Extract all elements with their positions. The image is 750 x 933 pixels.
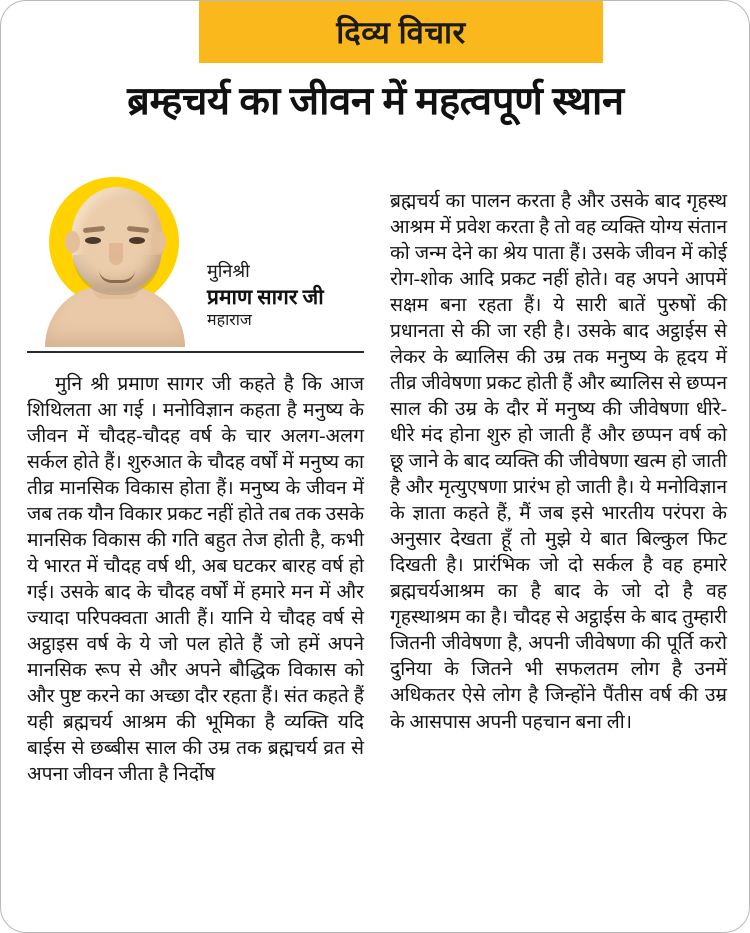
figure-eye-left: [85, 237, 101, 244]
article-columns: [27, 169, 727, 914]
column-divider-rule: [27, 351, 364, 353]
author-prefix: मुनिश्री: [207, 261, 250, 282]
article-body-left-text: मुनि श्री प्रमाण सागर जी कहते है कि आज शिथिलता आ गई । मनोविज्ञान कहता है मनुष्य के जीवन में चौदह-चौदह वर्ष के चार अलग-अलग सर्कल होते हैं। शुरुआत के चौदह वर्षों में मनुष्य का तीव्र मानसिक विकास होता हैं। मनुष्य के जीवन में जब तक यौन विकार प्रकट नहीं होते तब तक उसके मानसिक विकास की गति बहुत तेज होती है, कभी ये भारत में चौदह वर्ष थी, अब घटकर बारह वर्ष हो गई। उसके बाद के चौदह वर्षों में हमारे मन में और ज्यादा परिपक्वता आती हैं। यानि ये चौदह वर्ष से अट्ठाइस वर्ष के ये जो पल होते हैं जो हमें अपने मानसिक रूप से और अपने बौद्धिक विकास को और पुष्ट करने का अच्छा दौर रहता हैं। संत कहते हैं यही ब्रह्मचर्य आश्रम की भूमिका है व्यक्ति यदि बाईस से छब्बीस साल की उम्र तक ब्रह्मचर्य व्रत से अपना जीवन जीता है निर्दोष: [27, 374, 364, 786]
author-block: [27, 169, 364, 347]
figure-eye-right: [129, 237, 145, 244]
article-body-left: [27, 372, 364, 788]
figure-ear-right: [151, 231, 166, 253]
figure-ear-left: [65, 231, 80, 253]
headline: [1, 79, 749, 125]
masthead-band: [199, 1, 603, 63]
headline-text: ब्रम्हचर्य का जीवन में महत्वपूर्ण स्थान: [126, 80, 624, 123]
masthead-title: दिव्य विचार: [336, 14, 466, 50]
monk-figure-icon: [27, 169, 203, 347]
author-suffix: महाराज: [207, 312, 252, 329]
column-left: [27, 169, 364, 914]
author-caption: [203, 260, 324, 347]
article-body-right: ब्रह्मचर्य का पालन करता है और उसके बाद गृहस्थ आश्रम में प्रवेश करता है तो वह व्यक्ति योग्य संतान को जन्म देने का श्रेय पाता हैं। उसके जीवन में कोई रोग-शोक आदि प्रकट नहीं होते। वह अपने आपमें सक्षम बना रहता हैं। ये सारी बातें पुरुषों की प्रधानता से की जा रही है। उसके बाद अट्ठाईस से लेकर के ब्यालिस की उम्र तक मनुष्य के हृदय में तीव्र जीवेषणा प्रकट होती हैं और ब्यालिस से छप्पन साल की उम्र के दौर में मनुष्य की जीवेषणा धीरे-धीरे मंद होना शुरु हो जाती हैं और छप्पन वर्ष को छू जाने के बाद व्यक्ति की जीवेषणा खत्म हो जाती है और मृत्युएषणा प्रारंभ हो जाती है। ये मनोविज्ञान के ज्ञाता कहते हैं, मैं जब इसे भारतीय परंपरा के अनुसार देखता हूँ तो मुझे ये बात बिल्कुल फिट दिखती है। प्रारंभिक जो दो सर्कल है वह हमारे ब्रह्मचर्यआश्रम का है बाद के जो दो है वह गृहस्थाश्रम का है। चौदह से अट्ठाईस के बाद तुम्हारी जितनी जीवेषणा है, अपनी जीवेषणा की पूर्ति करो दुनिया के जितने भी सफलतम लोग है उनमें अधिकतर ऐसे लोग है जिन्होंने पैंतीस वर्ष की उम्र के आसपास अपनी पहचान बना ली।: [390, 191, 727, 733]
author-name: प्रमाण सागर जी: [207, 284, 324, 309]
column-right: [390, 169, 727, 914]
author-portrait: [27, 169, 203, 347]
